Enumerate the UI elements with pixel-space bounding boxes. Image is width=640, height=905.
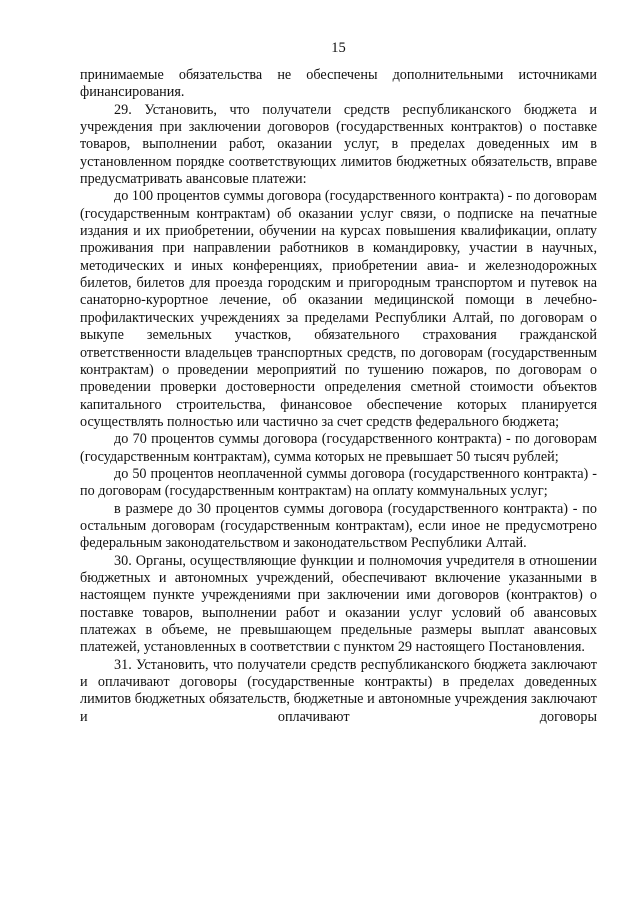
paragraph-advance-100-percent: до 100 процентов суммы договора (государственного контракта) - по договорам (государственным контрактам) об оказании услуг связи, о подписке на печатные издания и их приобретении, обучении на курсах повышения квалификации, оплату проживания при направлении работников в командировку, участии в научных, методических и иных конференциях, приобретении авиа- и железнодорожных билетов, билетов для проезда городским и пригородным транспортом и путевок на санаторно-курортное лечение, об оказании медицинской помощи в лечебно-профилактических учреждениях за пределами Республики Алтай, по договорам о выкупе земельных участков, обязательного страхования гражданской ответственности владельцев транспортных средств, по договорам (государственным контрактам) о проведении мероприятий по тушению пожаров, по договорам о проведении проверки достоверности определения сметной стоимости объектов капитального строительства, финансовое обеспечение которых планируется осуществлять полностью или частично за счет средств федерального бюджета; — [80, 188, 597, 430]
document-body — [80, 67, 597, 726]
paragraph-advance-50-percent: до 50 процентов неоплаченной суммы договора (государственного контракта) - по договорам (государственным контрактам) на оплату коммунальных услуг; — [80, 465, 597, 500]
document-page — [80, 0, 597, 905]
paragraph-continuation: принимаемые обязательства не обеспечены дополнительными источниками финансирования. — [80, 67, 597, 101]
paragraph-advance-70-percent: до 70 процентов суммы договора (государственного контракта) - по договорам (государственным контрактам), сумма которых не превышает 50 тысяч рублей; — [80, 431, 597, 465]
paragraph-advance-30-percent: в размере до 30 процентов суммы договора (государственного контракта) - по остальным договорам (государственным контрактам), если иное не предусмотрено федеральным законодательством и законодательством Республики Алтай. — [80, 500, 597, 552]
paragraph-item-29: 29. Установить, что получатели средств республиканского бюджета и учреждения при заключении договоров (государственных контрактов) о поставке товаров, выполнении работ, оказании услуг, в пределах доведенных им в установленном порядке соответствующих лимитов бюджетных обязательств, вправе предусматривать авансовые платежи: — [80, 101, 597, 188]
paragraph-item-31: 31. Установить, что получатели средств республиканского бюджета заключают и оплачивают договоры (государственные контракты) в пределах доведенных лимитов бюджетных обязательств, бюджетные и автономные учреждения заключают и оплачивают договоры — [80, 656, 597, 725]
page-number: 15 — [331, 40, 346, 56]
paragraph-item-30: 30. Органы, осуществляющие функции и полномочия учредителя в отношении бюджетных и автономных учреждений, обеспечивают включение указанными в настоящем пункте учреждениями при заключении ими договоров (контрактов) о поставке товаров, выполнении работ и оказании услуг условий об авансовых платежах в объеме, не превышающем предельные размеры выплат авансовых платежей, установленных в соответствии с пунктом 29 настоящего Постановления. — [80, 552, 597, 656]
